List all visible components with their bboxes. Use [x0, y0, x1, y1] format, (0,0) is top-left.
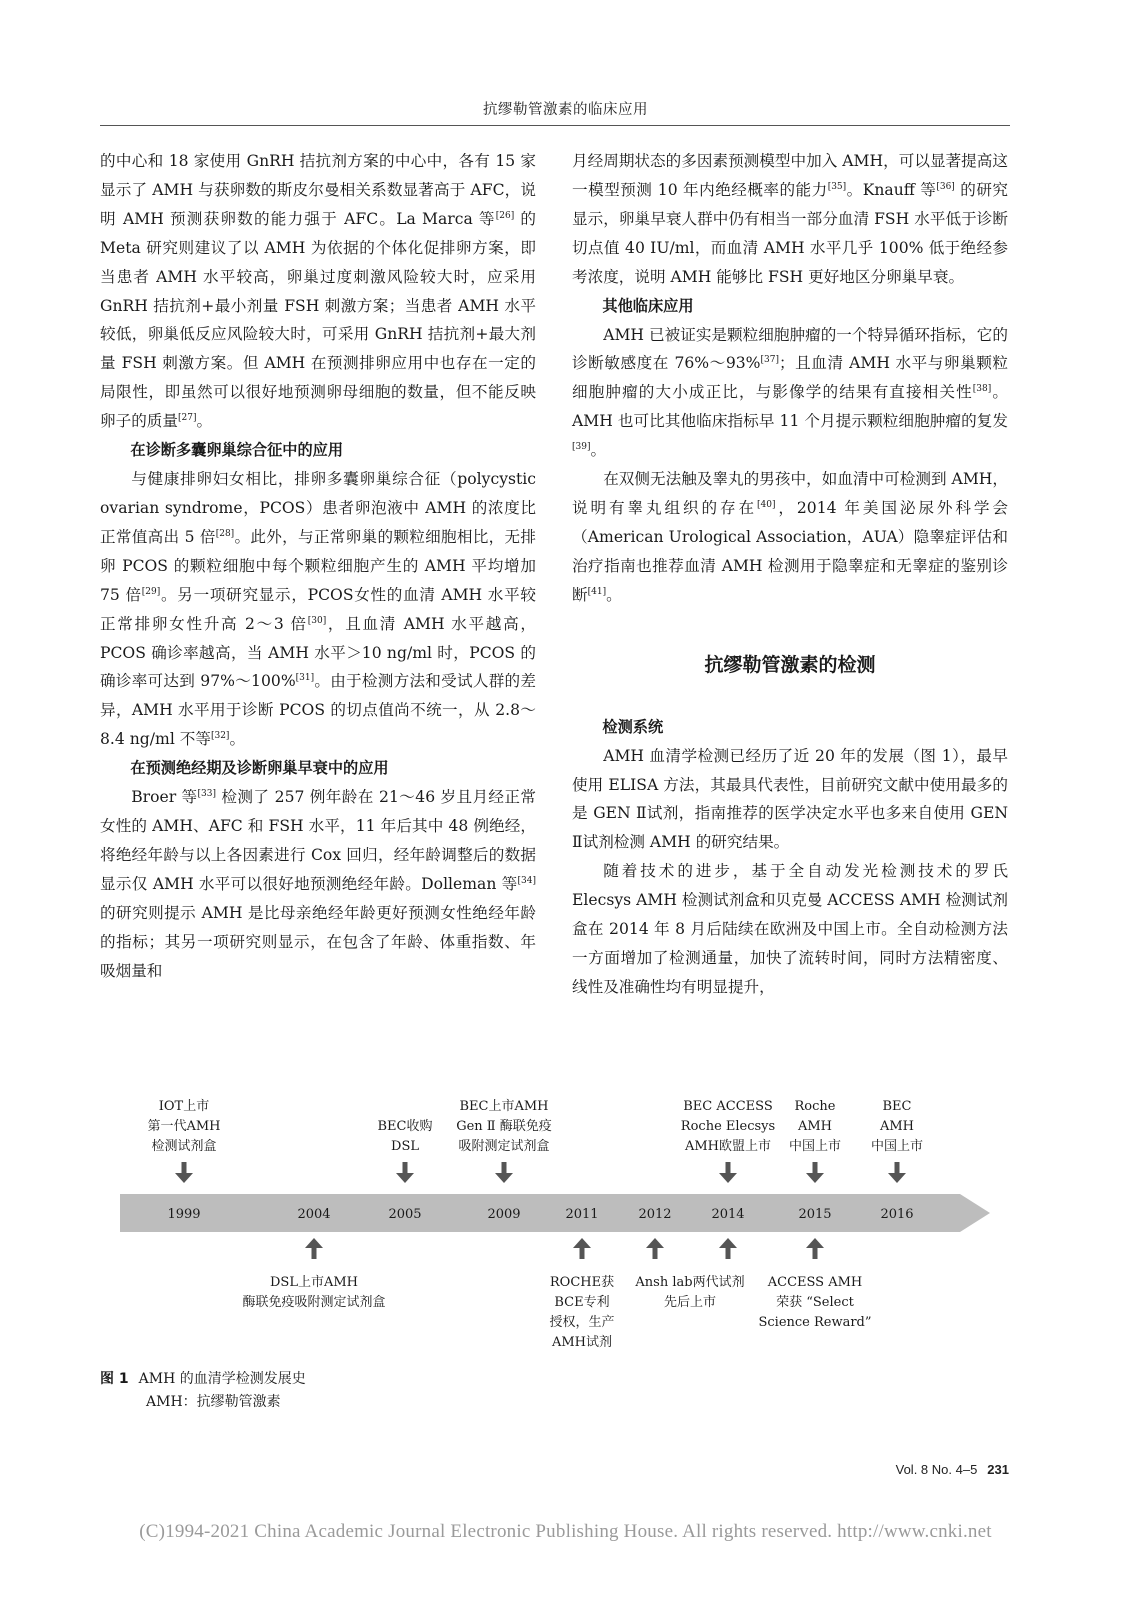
event-label: 吸附测定试剂盒 [458, 1139, 550, 1154]
year-label: 2012 [638, 1207, 672, 1222]
paragraph: 在双侧无法触及睾丸的男孩中，如血清中可检测到 AMH，说明有睾丸组织的存在[40]，2014 年美国泌尿外科学会（American Urological Association，AUA）隐睾症评估和治疗指南也推荐血清 AMH 检测用于隐睾症和无睾症的鉴别诊断[41]。 [572, 470, 1008, 604]
section-title: 抗缪勒管激素的检测 [704, 653, 876, 676]
event-label: Roche Elecsys [680, 1119, 776, 1134]
year-label: 2004 [297, 1207, 331, 1222]
arrow-up-icon [573, 1238, 591, 1248]
event-label: 先后上市 [663, 1295, 717, 1310]
event-label: 酶联免疫吸附测定试剂盒 [242, 1295, 386, 1310]
paragraph: AMH 已被证实是颗粒细胞肿瘤的一个特异循环指标，它的诊断敏感度在 76%～93%[37]；且血清 AMH 水平与卵巢颗粒细胞肿瘤的大小成正比，与影像学的结果有直接相关性[38]。AMH 也可比其他临床指标早 11 个月提示颗粒细胞肿瘤的复发[39]。 [572, 325, 1008, 460]
arrow-down-icon-shaft [895, 1162, 900, 1174]
figure-label: 图 1 [100, 1371, 129, 1387]
citation: [31] [295, 673, 315, 684]
arrow-up-icon [646, 1238, 664, 1248]
arrow-down-icon [806, 1173, 824, 1183]
arrow-up-icon-shaft [813, 1247, 818, 1259]
paragraph: AMH 血清学检测已经历了近 20 年的发展（图 1），最早使用 ELISA 方法，其最具代表性，目前研究文献中使用最多的是 GEN Ⅱ试剂，指南推荐的医学决定水平也多来自使用 GEN Ⅱ试剂检测 AMH 的研究结果。 [572, 746, 1008, 852]
subsection-heading: 其他临床应用 [602, 296, 694, 315]
figure-caption [100, 1368, 306, 1414]
event-label: AMH [797, 1119, 833, 1134]
page-number: 231 [987, 1462, 1009, 1477]
event-label: BEC收购 [377, 1119, 433, 1134]
citation: [38] [972, 384, 992, 395]
arrow-down-icon [175, 1173, 193, 1183]
arrow-down-icon-shaft [182, 1162, 187, 1174]
arrow-down-icon [495, 1173, 513, 1183]
event-label: DSL上市AMH [270, 1275, 358, 1290]
event-label: AMH [879, 1119, 915, 1134]
arrow-down-icon-shaft [813, 1162, 818, 1174]
year-label: 2011 [565, 1207, 599, 1222]
event-label: AMH欧盟上市 [684, 1139, 772, 1154]
header-rule [100, 125, 1010, 126]
event-label: DSL [391, 1139, 419, 1154]
year-label: 2005 [388, 1207, 422, 1222]
arrow-down-icon-shaft [726, 1162, 731, 1174]
citation: [27] [177, 412, 197, 423]
year-label: 2015 [798, 1207, 832, 1222]
subsection-heading: 在诊断多囊卵巢综合征中的应用 [130, 441, 344, 460]
event-label: 第一代AMH [147, 1119, 221, 1134]
year-label: 2016 [880, 1207, 914, 1222]
arrow-down-icon [719, 1173, 737, 1183]
arrow-up-icon [806, 1238, 824, 1248]
arrow-up-icon-shaft [726, 1247, 731, 1259]
citation: [26] [495, 210, 515, 221]
figure-note: AMH：抗缪勒管激素 [146, 1394, 281, 1410]
paragraph: 随着技术的进步，基于全自动发光检测技术的罗氏 Elecsys AMH 检测试剂盒和贝克曼 ACCESS AMH 检测试剂盒在 2014 年 8 月后陆续在欧洲及中国上市。全自动检测方法一方面增加了检测通量，加快了流转时间，同时方法精密度、线性及准确性均有明显提升， [572, 862, 1008, 996]
arrow-down-icon [396, 1173, 414, 1183]
figure-title: AMH 的血清学检测发展史 [138, 1371, 306, 1387]
paragraph: 月经周期状态的多因素预测模型中加入 AMH，可以显著提高这一模型预测 10 年内绝经概率的能力[35]。Knauff 等[36] 的研究显示，卵巢早衰人群中仍有相当一部分血清 FSH 水平低于诊断切点值 40 IU/ml，而血清 AMH 水平几乎 100% 低于绝经参考浓度，说明 AMH 能够比 FSH 更好地区分卵巢早衰。 [572, 152, 1008, 286]
year-label: 2009 [487, 1207, 521, 1222]
event-label: 检测试剂盒 [151, 1139, 217, 1154]
timeline-svg [100, 1090, 1010, 1370]
paragraph: 与健康排卵妇女相比，排卵多囊卵巢综合征（polycystic ovarian syndrome，PCOS）患者卵泡液中 AMH 的浓度比正常值高出 5 倍[28]。此外，与正常卵巢的颗粒细胞相比，无排卵 PCOS 的颗粒细胞中每个颗粒细胞产生的 AMH 平均增加 75 倍[29]。另一项研究显示，PCOS女性的血清 AMH 水平较正常排卵女性升高 2～3 倍[30]，且血清 AMH 水平越高，PCOS 确诊率越高，当 AMH 水平＞10 ng/ml 时，PCOS 的确诊率可达到 97%～100%[31]。由于检测方法和受试人群的差异，AMH 水平用于诊断 PCOS 的切点值尚不统一，从 2.8～8.4 ng/ml 不等[32]。 [100, 470, 536, 749]
citation: [37] [760, 355, 779, 366]
citation: [35] [827, 181, 847, 192]
subsection-heading: 在预测绝经期及诊断卵巢早衰中的应用 [130, 759, 389, 778]
arrow-up-icon-shaft [653, 1247, 658, 1259]
citation: [32] [210, 731, 230, 742]
event-label: 中国上市 [788, 1139, 842, 1154]
event-label: ACCESS AMH [767, 1275, 863, 1290]
arrow-down-icon-shaft [403, 1162, 408, 1174]
running-title: 抗缪勒管激素的临床应用 [483, 102, 648, 118]
event-label: 中国上市 [870, 1139, 924, 1154]
event-label: AMH试剂 [551, 1335, 613, 1350]
subsection-heading: 检测系统 [602, 717, 664, 736]
arrow-up-icon-shaft [580, 1247, 585, 1259]
citation: [28] [215, 528, 235, 539]
event-label: Gen Ⅱ 酶联免疫 [456, 1119, 552, 1134]
event-label: 授权，生产 [549, 1315, 615, 1330]
event-label: BEC [882, 1099, 912, 1114]
copyright-watermark: (C)1994-2021 China Academic Journal Electronic Publishing House. All rights reserved. http://www.cnki.net [139, 1521, 992, 1542]
citation: [29] [141, 586, 161, 597]
citation: [33] [197, 788, 216, 799]
right-column [572, 147, 1008, 1002]
event-label: ROCHE获 [549, 1275, 615, 1290]
citation: [41] [587, 586, 607, 597]
arrow-up-icon-shaft [312, 1247, 317, 1259]
event-label: Science Reward” [758, 1315, 872, 1330]
event-label: BEC上市AMH [459, 1099, 549, 1114]
volume-info: Vol. 8 No. 4–5 [895, 1462, 978, 1477]
paragraph: 的中心和 18 家使用 GnRH 拮抗剂方案的中心中，各有 15 家显示了 AMH 与获卵数的斯皮尔曼相关系数显著高于 AFC，说明 AMH 预测获卵数的能力强于 AFC。La Marca 等[26] 的 Meta 研究则建议了以 AMH 为依据的个体化促排卵方案，即当患者 AMH 水平较高，卵巢过度刺激风险较大时，应采用 GnRH 拮抗剂+最小剂量 FSH 刺激方案；当患者 AMH 水平较低，卵巢低反应风险较大时，可采用 GnRH 拮抗剂+最大剂量 FSH 刺激方案。但 AMH 在预测排卵应用中也存在一定的局限性，即虽然可以很好地预测卵母细胞的数量，但不能反映卵子的质量[27]。 [100, 152, 536, 431]
left-column [100, 147, 536, 985]
paragraph: Broer 等[33] 检测了 257 例年龄在 21～46 岁且月经正常女性的 AMH、AFC 和 FSH 水平，11 年后其中 48 例绝经，将绝经年龄与以上各因素进行 Cox 回归，经年龄调整后的数据显示仅 AMH 水平可以很好地预测绝经年龄。Dolleman 等[34] 的研究则提示 AMH 是比母亲绝经年龄更好预测女性绝经年龄的指标；其另一项研究则显示，在包含了年龄、体重指数、年吸烟量和 [100, 788, 536, 980]
arrow-down-icon-shaft [502, 1162, 507, 1174]
page-footer [896, 1462, 1009, 1477]
arrow-up-icon [719, 1238, 737, 1248]
citation: [39] [572, 441, 591, 452]
citation: [40] [756, 499, 776, 510]
event-label: IOT上市 [158, 1099, 210, 1114]
citation: [30] [307, 615, 327, 626]
year-label: 2014 [711, 1207, 745, 1222]
arrow-up-icon [305, 1238, 323, 1248]
citation: [36] [936, 181, 955, 192]
citation: [34] [517, 875, 536, 886]
timeline-figure [100, 1090, 1010, 1380]
event-label: 荣获 “Select [776, 1295, 854, 1310]
event-label: BEC ACCESS [683, 1099, 773, 1114]
timeline-bar [120, 1194, 990, 1232]
event-label: Roche [794, 1099, 836, 1114]
arrow-down-icon [888, 1173, 906, 1183]
year-label: 1999 [167, 1207, 201, 1222]
event-label: BCE专利 [554, 1295, 610, 1310]
event-label: Ansh lab两代试剂 [635, 1275, 745, 1290]
